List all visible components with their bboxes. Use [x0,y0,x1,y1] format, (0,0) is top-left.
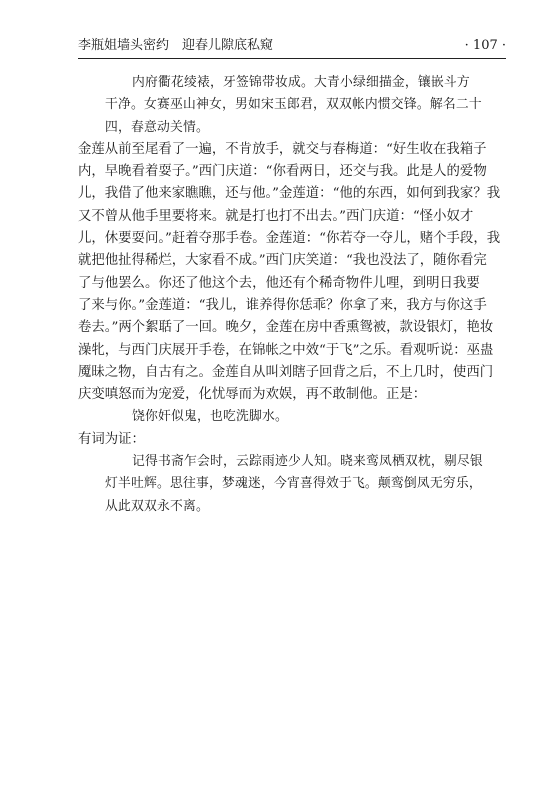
poem-line: 干净。女赛巫山神女，男如宋玉郎君，双双帐内惯交锋。解名二十 [105,97,482,113]
poem-line: 灯半吐辉。思往事，梦魂迷，今宵喜得效于飞。颠鸾倒凤无穷乐， [105,476,482,492]
paragraph-line: 又不曾从他手里要将来。就是打也打不出去。”西门庆道：“怪小奴才 [78,208,474,224]
poem-line: 四，春意动关情。 [105,119,209,135]
poem-line: 内府衢花绫裱，牙签锦带妆成。大青小绿细描金，镶嵌斗方 [132,75,470,90]
page-body [78,72,506,518]
page-number: · 107 · [464,38,506,53]
lead-in: 有词为证： [78,431,145,447]
paragraph-line: 儿，我借了他来家瞧瞧，还与他。”金莲道：“他的东西，如何到我家？我 [78,186,501,202]
paragraph-line: 庆变嗔怒而为宠爱，化忧辱而为欢娱，再不敢制他。正是： [78,387,427,403]
poem-block-2 [78,451,506,518]
verse-line: 饶你奸似鬼，也吃洗脚水。 [132,409,288,425]
poem-line: 从此双双永不离。 [105,498,209,514]
paragraph-line: 内，早晚看着耍子。”西门庆道：“你看两日，还交与我。此是人的爱物 [78,164,487,180]
paragraph-1 [78,139,506,407]
paragraph-line: 卷去。”两个絮聒了一回。晚夕，金莲在房中香熏鸳被，款设银灯，艳妆 [78,320,494,336]
page-header [78,36,506,59]
paragraph-line: 了来与你。”金莲道：“我儿，谁养得你恁乖？你拿了来，我方与你这手 [78,297,487,313]
paragraph-line: 了与他罢么。你还了他这个去，他还有个稀奇物件儿哩，到明日我要 [78,275,480,291]
running-title: 李瓶姐墙头密约 迎春儿隙底私窥 [78,38,274,53]
paragraph-line: 儿，休要耍问。”赶着夺那手卷。金莲道：“你若夺一夺儿，赌个手段，我 [78,231,501,247]
paragraph-line: 就把他扯得稀烂，大家看不成。”西门庆笑道：“我也没法了，随你看完 [78,253,487,269]
paragraph-line: 金莲从前至尾看了一遍，不肯放手，就交与春梅道：“好生收在我箱子 [78,141,487,157]
paragraph-line: 魇昧之物，自古有之。金莲自从叫刘瞎子回背之后，不上几时，使西门 [78,364,494,380]
paragraph-line: 澡牝，与西门庆展开手卷，在锦帐之中效“于飞”之乐。看观听说：巫蛊 [78,342,494,358]
poem-block-1 [78,72,506,139]
poem-line: 记得书斋乍会时，云踪雨迹少人知。晓来鸾凤栖双枕，剔尽银 [132,454,483,470]
